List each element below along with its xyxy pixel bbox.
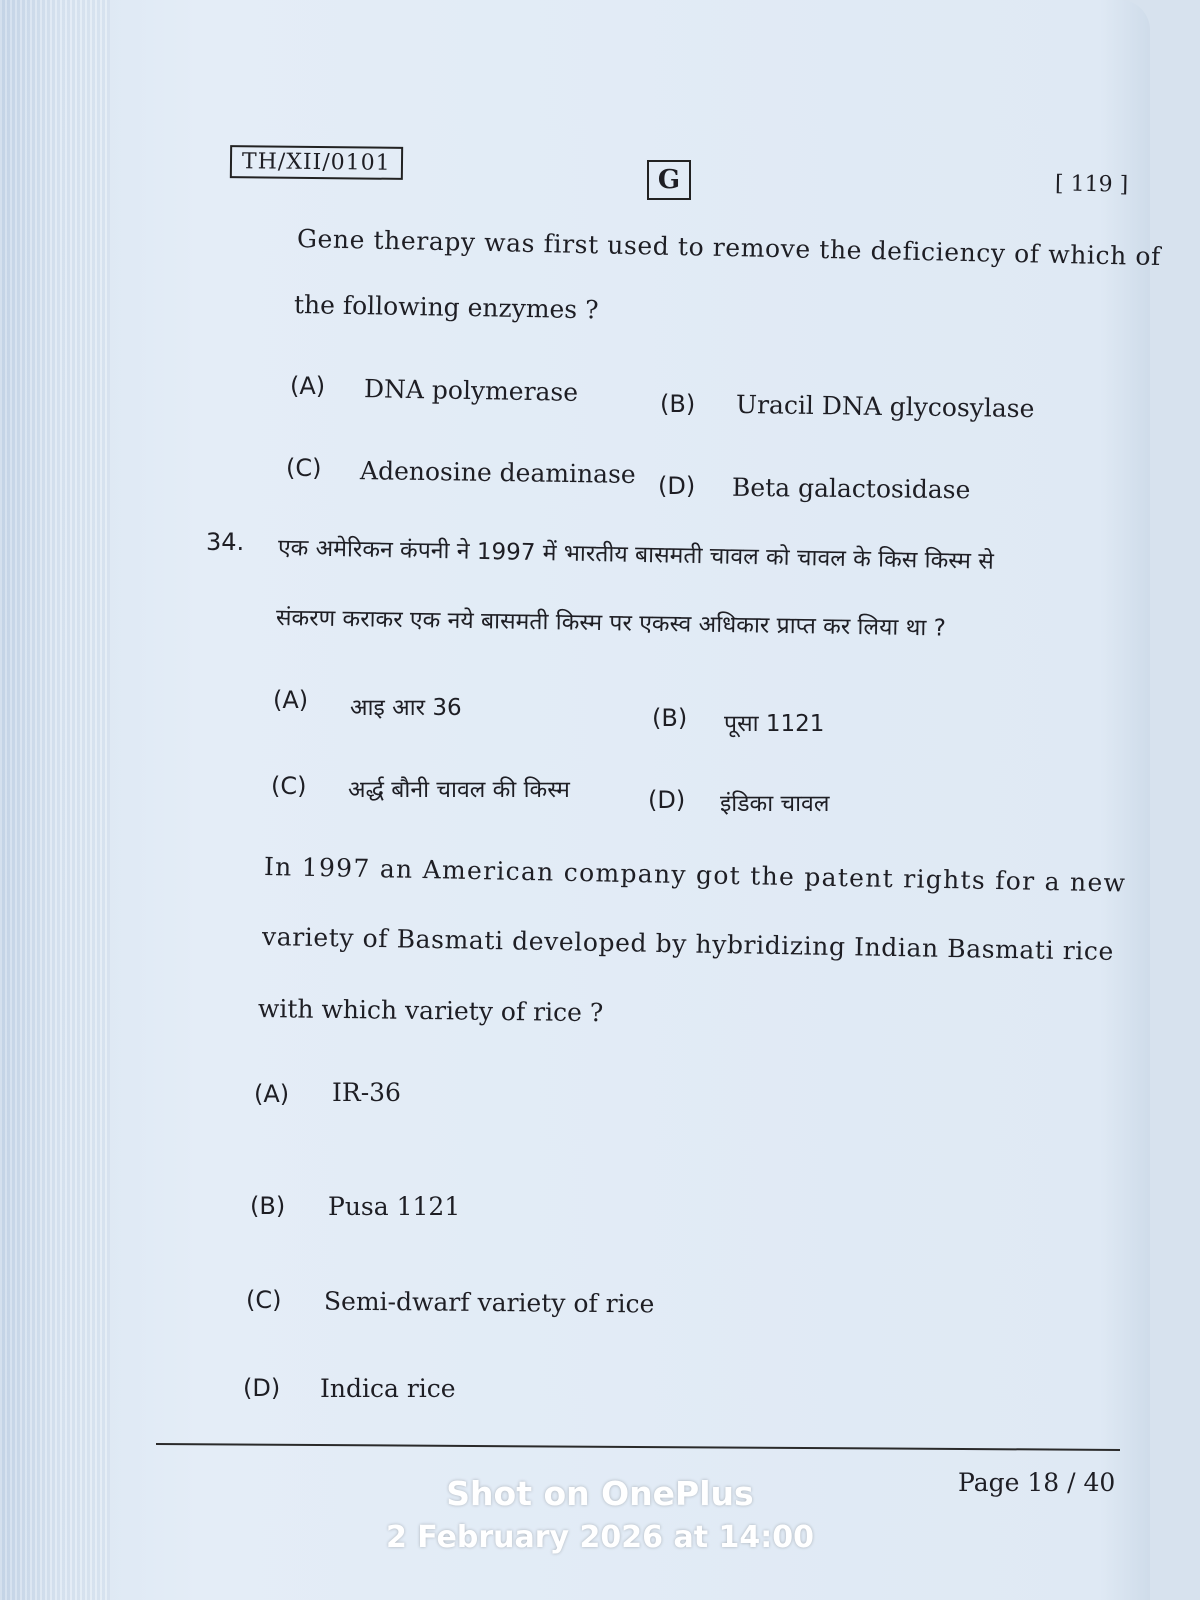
q33-option-c-text: Adenosine deaminase (359, 456, 636, 489)
page-reference: [ 119 ] (1054, 171, 1129, 198)
q34-english-line-2: variety of Basmati developed by hybridizing Indian Basmati rice (261, 922, 1115, 966)
q33-option-c-label: (C) (286, 454, 322, 482)
q34-english-line-3: with which variety of rice ? (257, 994, 604, 1028)
q34-hindi-line-2: संकरण कराकर एक नये बासमती किस्म पर एकस्व अधिकार प्राप्त कर लिया था ? (275, 605, 947, 642)
q34-hindi-option-c-label: (C) (271, 772, 307, 800)
q34-hindi-option-a-text: आइ आर 36 (350, 695, 462, 721)
question-number: 34. (206, 528, 245, 556)
q33-option-d-label: (D) (658, 472, 696, 500)
q34-option-c-text: Semi-dwarf variety of rice (323, 1286, 655, 1319)
q34-hindi-option-c-text: अर्द्ध बौनी चावल की किस्म (348, 777, 570, 803)
q34-hindi-option-d-text: इंडिका चावल (720, 791, 830, 817)
page-number: Page 18 / 40 (958, 1468, 1116, 1497)
q34-option-a-text: IR-36 (332, 1078, 401, 1107)
q33-line-2: the following enzymes ? (293, 290, 599, 325)
q33-option-b-label: (B) (660, 390, 696, 418)
q34-english-line-1: In 1997 an American company got the patent rights for a new (263, 852, 1127, 898)
camera-watermark-date: 2 February 2026 at 14:00 (385, 1520, 815, 1555)
camera-watermark-brand: Shot on OnePlus (446, 1474, 754, 1513)
q34-option-a-label: (A) (254, 1080, 290, 1108)
q33-option-b-text: Uracil DNA glycosylase (735, 389, 1035, 424)
q33-option-d-text: Beta galactosidase (731, 472, 971, 505)
q34-hindi-line-1: एक अमेरिकन कंपनी ने 1997 में भारतीय बासमती चावल को चावल के किस किस्म से (277, 535, 995, 575)
q34-hindi-option-a-label: (A) (273, 686, 309, 714)
q34-option-d-text: Indica rice (320, 1374, 456, 1403)
q34-option-b-text: Pusa 1121 (328, 1192, 461, 1221)
set-code: G (647, 160, 691, 200)
q34-hindi-option-b-text: पूसा 1121 (724, 711, 825, 737)
q34-option-d-label: (D) (243, 1374, 281, 1402)
q34-hindi-option-d-label: (D) (648, 786, 686, 814)
q34-hindi-option-b-label: (B) (652, 704, 688, 732)
paper-code: TH/XII/0101 (230, 145, 403, 180)
q34-option-b-label: (B) (250, 1192, 286, 1220)
footer-rule (156, 1443, 1120, 1451)
q34-option-c-label: (C) (246, 1286, 282, 1314)
q33-option-a-label: (A) (290, 372, 326, 400)
q33-line-1: Gene therapy was first used to remove the deficiency of which of (296, 224, 1162, 272)
q33-option-a-text: DNA polymerase (363, 374, 579, 407)
